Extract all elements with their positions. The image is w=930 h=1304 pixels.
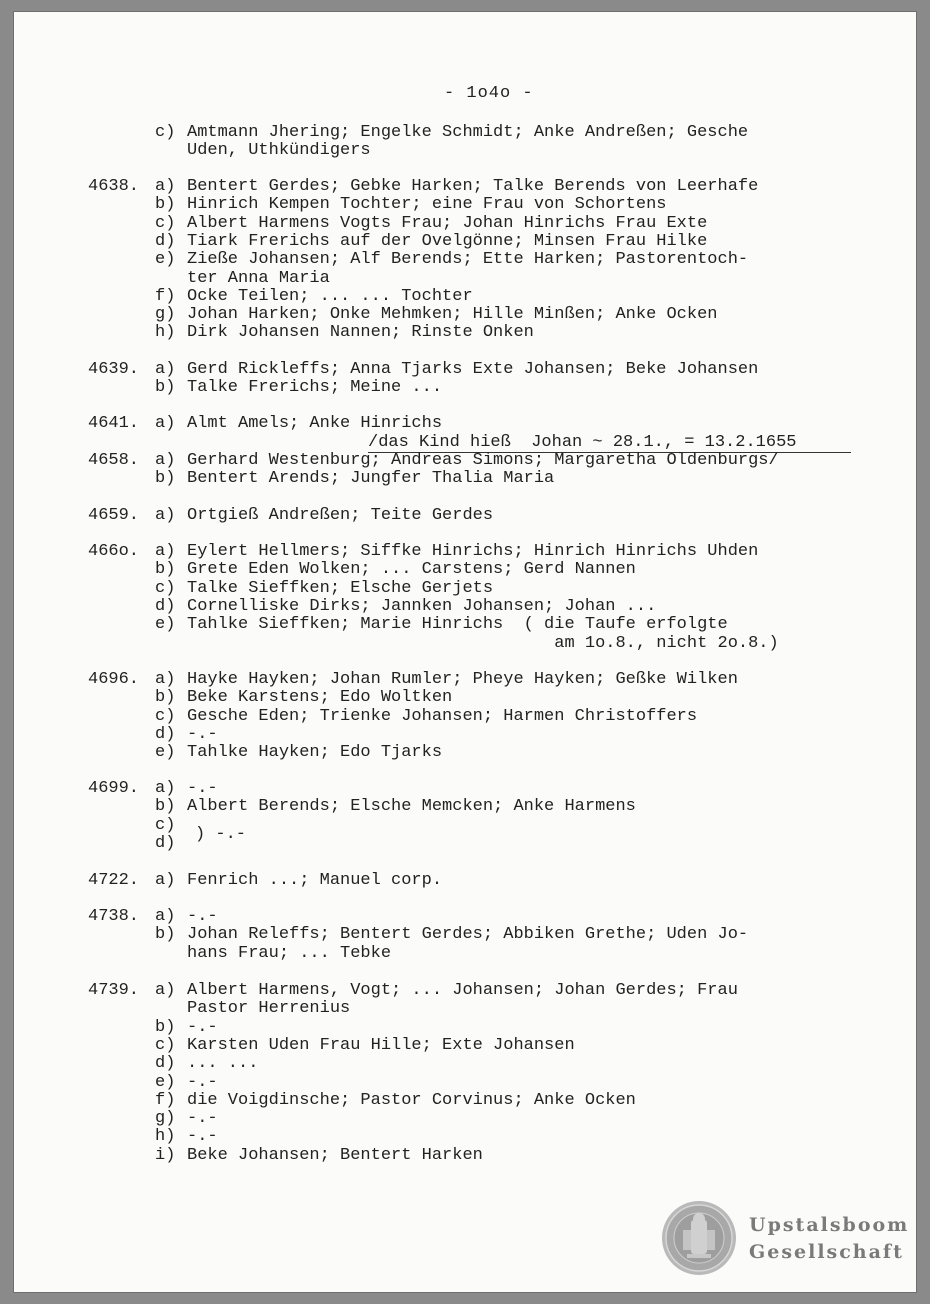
line-letter: c) xyxy=(155,123,176,142)
line-text: Zieße Johansen; Alf Berends; Ette Harken; Pastorentoch- xyxy=(187,250,749,269)
line-letter: e) xyxy=(155,1073,176,1092)
entry-line xyxy=(14,507,916,525)
entry-line xyxy=(14,142,916,160)
line-letter: b) xyxy=(155,925,176,944)
line-text: Bentert Arends; Jungfer Thalia Maria xyxy=(187,469,555,488)
entry-line xyxy=(14,306,916,324)
entry-number: 4659. xyxy=(88,506,140,525)
entry-line xyxy=(14,671,916,689)
entry-line xyxy=(14,689,916,707)
line-letter: c) xyxy=(155,1036,176,1055)
entry-line xyxy=(14,215,916,233)
line-text: Karsten Uden Frau Hille; Exte Johansen xyxy=(187,1036,575,1055)
upstalsboom-logo xyxy=(661,1200,910,1284)
entry-line xyxy=(14,124,916,142)
line-text: -.- xyxy=(187,907,218,926)
entry-line xyxy=(14,324,916,342)
line-letter: b) xyxy=(155,560,176,579)
seal-icon xyxy=(661,1200,737,1276)
line-letter: c) xyxy=(155,707,176,726)
line-text: -.- xyxy=(187,1127,218,1146)
entry-line xyxy=(14,178,916,196)
entry-line xyxy=(14,233,916,251)
line-letter: a) xyxy=(155,779,176,798)
entry-line xyxy=(14,798,916,816)
line-text: Albert Harmens Vogts Frau; Johan Hinrichs Frau Exte xyxy=(187,214,708,233)
line-letter: e) xyxy=(155,250,176,269)
entry-number: 4699. xyxy=(88,779,140,798)
line-text: Gerhard Westenburg; Andreas Simons; Margaretha Oldenburgs/ xyxy=(187,451,779,470)
line-text: Eylert Hellmers; Siffke Hinrichs; Hinrich Hinrichs Uhden xyxy=(187,542,759,561)
line-text: Albert Berends; Elsche Memcken; Anke Harmens xyxy=(187,797,636,816)
line-text: ... ... xyxy=(187,1054,259,1073)
line-letter: c) xyxy=(155,579,176,598)
document-page xyxy=(14,12,916,1292)
entry-line xyxy=(14,908,916,926)
line-letter: a) xyxy=(155,542,176,561)
entry-line xyxy=(14,726,916,744)
entry-line xyxy=(14,196,916,214)
line-text: am 1o.8., nicht 2o.8.) xyxy=(187,634,779,653)
entry-number: 4738. xyxy=(88,907,140,926)
line-letter: b) xyxy=(155,797,176,816)
entry-number: 4739. xyxy=(88,981,140,1000)
entry-line xyxy=(14,1128,916,1146)
entry-line xyxy=(14,470,916,488)
line-text: Hinrich Kempen Tochter; eine Frau von Schortens xyxy=(187,195,667,214)
line-text: Johan Harken; Onke Mehmken; Hille Minßen; Anke Ocken xyxy=(187,305,718,324)
entry-line xyxy=(14,415,916,433)
baptism-note: /das Kind hieß Johan ~ 28.1., = 13.2.1655 xyxy=(368,433,797,452)
line-text: Talke Frerichs; Meine ... xyxy=(187,378,443,397)
line-text: Talke Sieffken; Elsche Gerjets xyxy=(187,579,494,598)
line-text: Almt Amels; Anke Hinrichs xyxy=(187,414,443,433)
logo-line2: Gesellschaft xyxy=(749,1241,904,1263)
entry-line xyxy=(14,926,916,944)
line-letter: b) xyxy=(155,195,176,214)
line-text: Cornelliske Dirks; Jannken Johansen; Johan ... xyxy=(187,597,657,616)
line-letter: d) xyxy=(155,1054,176,1073)
line-letter: c) xyxy=(155,214,176,233)
line-letter: b) xyxy=(155,688,176,707)
line-letter: c) xyxy=(155,816,176,835)
entry-number: 4641. xyxy=(88,414,140,433)
entry-line xyxy=(14,1147,916,1165)
entry-line xyxy=(14,1019,916,1037)
line-text: Grete Eden Wolken; ... Carstens; Gerd Nannen xyxy=(187,560,636,579)
entry-line xyxy=(14,1037,916,1055)
line-letter: d) xyxy=(155,232,176,251)
entry-line xyxy=(14,835,916,853)
line-letter: a) xyxy=(155,670,176,689)
line-text: Tiark Frerichs auf der Ovelgönne; Minsen Frau Hilke xyxy=(187,232,708,251)
line-letter: a) xyxy=(155,451,176,470)
line-letter: d) xyxy=(155,834,176,853)
entry-line xyxy=(14,598,916,616)
entry-line xyxy=(14,708,916,726)
line-text: Gesche Eden; Trienke Johansen; Harmen Christoffers xyxy=(187,707,698,726)
line-letter: b) xyxy=(155,1018,176,1037)
entry-line xyxy=(14,616,916,634)
entry-line xyxy=(14,580,916,598)
entry-number: 4639. xyxy=(88,360,140,379)
line-letter: f) xyxy=(155,287,176,306)
line-text: -.- xyxy=(187,1073,218,1092)
line-text: hans Frau; ... Tebke xyxy=(187,944,392,963)
line-text: Amtmann Jhering; Engelke Schmidt; Anke Andreßen; Gesche xyxy=(187,123,749,142)
page-number: - 1o4o - xyxy=(444,84,534,103)
line-letter: g) xyxy=(155,305,176,324)
line-letter: b) xyxy=(155,378,176,397)
entry-line xyxy=(14,744,916,762)
line-letter: d) xyxy=(155,725,176,744)
line-text: Ortgieß Andreßen; Teite Gerdes xyxy=(187,506,494,525)
logo-line1: Upstalsboom xyxy=(749,1214,910,1236)
entry-number: 4722. xyxy=(88,871,140,890)
line-letter: a) xyxy=(155,506,176,525)
line-letter: a) xyxy=(155,177,176,196)
entry-line xyxy=(14,1110,916,1128)
entry-line xyxy=(14,982,916,1000)
line-letter: a) xyxy=(155,414,176,433)
line-letter: i) xyxy=(155,1146,176,1165)
line-letter: a) xyxy=(155,907,176,926)
line-letter: h) xyxy=(155,323,176,342)
line-letter: e) xyxy=(155,615,176,634)
line-text: Tahlke Sieffken; Marie Hinrichs ( die Taufe erfolgte xyxy=(187,615,728,634)
line-text: Tahlke Hayken; Edo Tjarks xyxy=(187,743,443,762)
entry-line xyxy=(14,543,916,561)
brace-text: ) -.- xyxy=(195,825,247,844)
line-letter: e) xyxy=(155,743,176,762)
line-text: -.- xyxy=(187,1109,218,1128)
line-text: Gerd Rickleffs; Anna Tjarks Exte Johansen; Beke Johansen xyxy=(187,360,759,379)
line-text: Ocke Teilen; ... ... Tochter xyxy=(187,287,473,306)
line-letter: a) xyxy=(155,981,176,1000)
line-text: Pastor Herrenius xyxy=(187,999,351,1018)
line-letter: a) xyxy=(155,360,176,379)
line-text: -.- xyxy=(187,1018,218,1037)
entry-number: 4696. xyxy=(88,670,140,689)
line-text: -.- xyxy=(187,779,218,798)
entry-line xyxy=(14,379,916,397)
line-text: ter Anna Maria xyxy=(187,269,330,288)
line-letter: f) xyxy=(155,1091,176,1110)
line-text: Bentert Gerdes; Gebke Harken; Talke Berends von Leerhafe xyxy=(187,177,759,196)
entry-number: 466o. xyxy=(88,542,140,561)
entry-number: 4638. xyxy=(88,177,140,196)
entry-line xyxy=(14,780,916,798)
line-letter: h) xyxy=(155,1127,176,1146)
line-text: die Voigdinsche; Pastor Corvinus; Anke Ocken xyxy=(187,1091,636,1110)
line-text: Dirk Johansen Nannen; Rinste Onken xyxy=(187,323,534,342)
entry-line xyxy=(14,872,916,890)
entry-line xyxy=(14,817,916,835)
entry-line xyxy=(14,361,916,379)
entry-number: 4658. xyxy=(88,451,140,470)
entry-line xyxy=(14,1092,916,1110)
entry-line xyxy=(14,1000,916,1018)
entry-line xyxy=(14,1074,916,1092)
line-letter: a) xyxy=(155,871,176,890)
line-text: Johan Releffs; Bentert Gerdes; Abbiken Grethe; Uden Jo- xyxy=(187,925,749,944)
entry-line xyxy=(14,251,916,269)
line-text: Beke Karstens; Edo Woltken xyxy=(187,688,453,707)
entry-line xyxy=(14,270,916,288)
line-letter: d) xyxy=(155,597,176,616)
entry-line xyxy=(14,635,916,653)
entry-line xyxy=(14,561,916,579)
entry-line xyxy=(14,452,916,470)
entry-line xyxy=(14,288,916,306)
entry-line xyxy=(14,945,916,963)
line-text: Fenrich ...; Manuel corp. xyxy=(187,871,443,890)
line-text: -.- xyxy=(187,725,218,744)
line-text: Albert Harmens, Vogt; ... Johansen; Johan Gerdes; Frau xyxy=(187,981,738,1000)
line-letter: b) xyxy=(155,469,176,488)
entry-line xyxy=(14,1055,916,1073)
line-text: Uden, Uthkündigers xyxy=(187,141,371,160)
line-text: Hayke Hayken; Johan Rumler; Pheye Hayken; Geßke Wilken xyxy=(187,670,738,689)
line-text: Beke Johansen; Bentert Harken xyxy=(187,1146,483,1165)
line-letter: g) xyxy=(155,1109,176,1128)
